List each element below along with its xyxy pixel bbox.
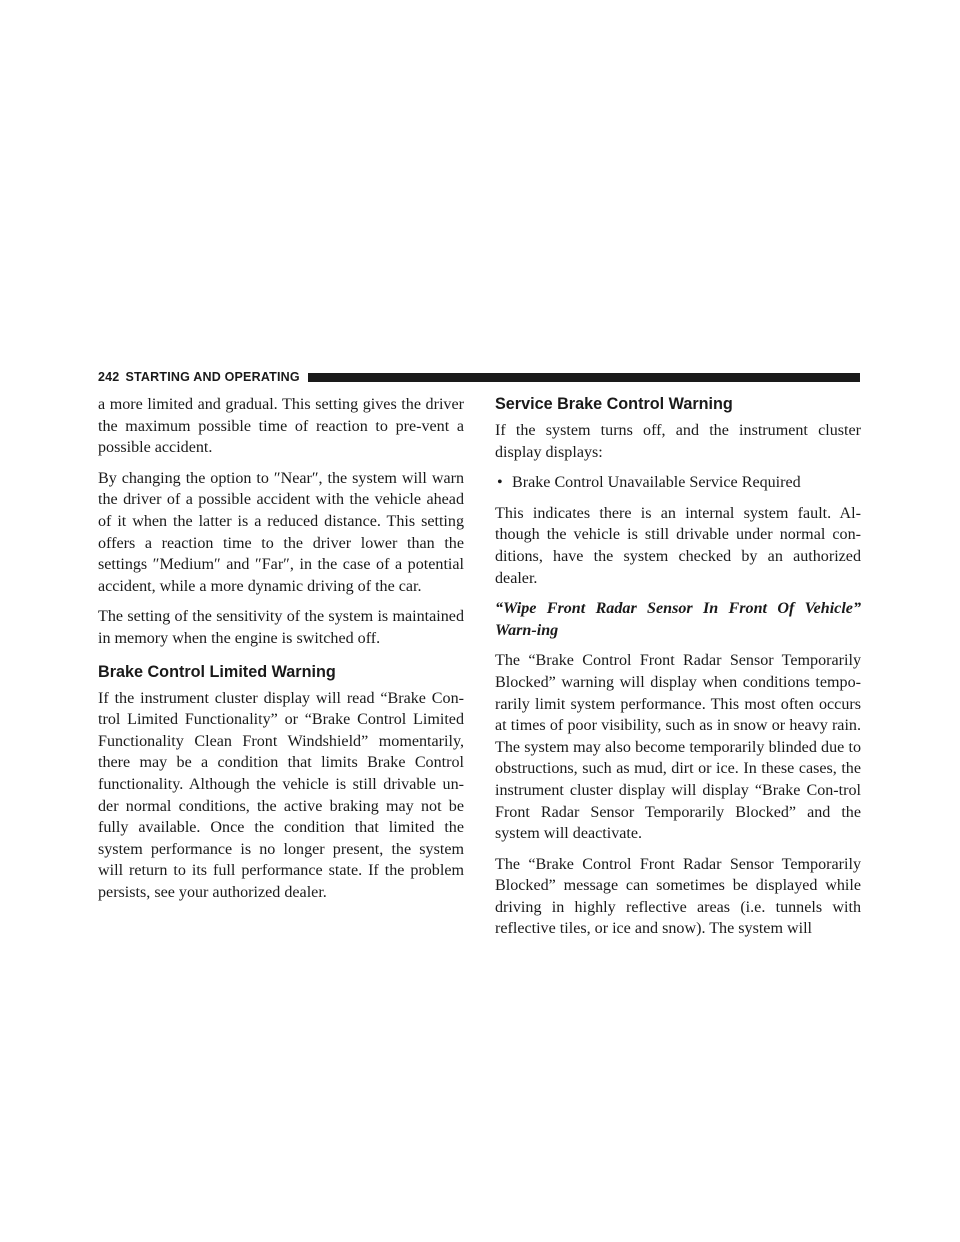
section-title: STARTING AND OPERATING <box>125 370 300 384</box>
list-item <box>495 472 861 494</box>
list-item-text: Brake Control Unavailable Service Required <box>512 474 801 492</box>
header-rule <box>308 373 860 382</box>
heading-brake-control-limited-warning: Brake Control Limited Warning <box>98 662 336 681</box>
paragraph: The setting of the sensitivity of the system is maintained in memory when the engine is switched off. <box>98 608 464 647</box>
paragraph: The “Brake Control Front Radar Sensor Temporarily Blocked” message can sometimes be displayed while driving in highly reflective areas (i.e. tunnels with reflective tiles, or ice and snow). The system will <box>495 855 861 938</box>
bullet-icon: • <box>497 474 503 492</box>
heading-wipe-front-radar-sensor: “Wipe Front Radar Sensor In Front Of Vehicle” Warn-ing <box>495 600 861 639</box>
paragraph: By changing the option to ″Near″, the system will warn the driver of a possible accident with the vehicle ahead of it when the latter is a reduced distance. This setting offers a reaction time to the driver lower than the settings ″Medium″ and ″Far″, in the case of a potential accident, while a more dynamic driving of the car. <box>98 469 464 595</box>
page-header <box>98 370 860 384</box>
paragraph: If the instrument cluster display will read “Brake Con-trol Limited Functionality” or “Brake Control Limited Functionality Clean Front Windshield” momentarily, there may be a condition that limits Brake Control functionality. Although the vehicle is still drivable un-der normal conditions, the active braking may not be fully available. Once the condition that limited the system performance is no longer present, the system will return to its full performance state. If the problem persists, see your authorized dealer. <box>98 689 464 901</box>
bullet-list <box>495 472 861 494</box>
paragraph: If the system turns off, and the instrument cluster display displays: <box>495 422 861 461</box>
paragraph: The “Brake Control Front Radar Sensor Temporarily Blocked” warning will display when conditions tempo-rarily limit system performance. This most often occurs at times of poor visibility, such as in snow or heavy rain. The system may also become temporarily blinded due to obstructions, such as mud, dirt or ice. In these cases, the instrument cluster display will display “Brake Con-trol Front Radar Sensor Temporarily Blocked” and the system will deactivate. <box>495 652 861 843</box>
page-number: 242 <box>98 370 120 384</box>
left-column <box>98 394 464 912</box>
paragraph: This indicates there is an internal system fault. Al-though the vehicle is still drivable under normal con-ditions, have the system checked by an authorized dealer. <box>495 504 861 587</box>
heading-service-brake-control-warning: Service Brake Control Warning <box>495 395 733 413</box>
paragraph: a more limited and gradual. This setting gives the driver the maximum possible time of reaction to pre-vent a possible accident. <box>98 396 464 457</box>
right-column <box>495 394 861 949</box>
